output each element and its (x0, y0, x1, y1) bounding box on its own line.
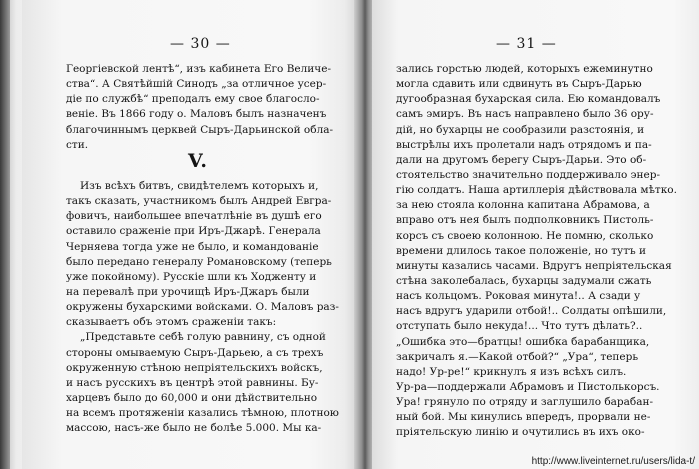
text-line: сти. (66, 138, 89, 151)
text-line: окружены бухарскими войсками. О. Маловъ раз- (66, 301, 339, 314)
text-line: фовичъ, наибольшее впечатлѣніе въ душѣ его (66, 210, 322, 223)
text-line: уже покойному). Русскіе шли къ Ходженту и (66, 270, 317, 283)
text-line: самъ эмиръ. Въ насъ направлено было 36 ору- (396, 108, 654, 121)
text-line: стѣна заколебалась, бухарцы задумали сжать (396, 274, 652, 287)
text-line: сказываетъ объ этомъ сраженіи такъ: (66, 316, 277, 329)
text-line: на всемъ протяженіи казались тѣмною, плотною (66, 407, 339, 420)
text-line: діе по службѣ“ преподалъ ему свое благосло- (66, 93, 320, 106)
text-line: массою, насъ-же было не болѣе 5.000. Мы ка- (66, 422, 322, 435)
text-line: оставило сраженіе при Иръ-Джарѣ. Генерала (66, 225, 321, 238)
text-line: дали на другомъ берегу Сыръ-Дарьи. Это об- (396, 153, 647, 166)
text-line: гію солдатъ. Наша артиллерія дѣйствовала мѣтко. (396, 184, 677, 197)
text-line: могла сдавить или сдвинуть въ Сыръ-Дарью (396, 78, 642, 91)
text-line: корсъ съ своею колонною. Не помню, сколько (396, 229, 654, 242)
text-line: ный бой. Мы кинулись впередъ, прорвали не- (396, 411, 651, 424)
text-line: минуты казались часами. Вдругъ непріятельская (396, 259, 672, 272)
text-line: харцевъ было до 60,000 и они дѣйствительно (66, 391, 318, 404)
text-line: стороны омываемую Сыръ-Дарьею, а съ трехъ (66, 346, 324, 359)
text-line: окруженную стѣною непріятельскихъ войскъ, (66, 361, 323, 374)
text-line: Изъ всѣхъ битвъ, свидѣтелемъ которыхъ и, (80, 180, 319, 192)
text-line: стоятельство значительно поддерживало энер- (396, 168, 661, 181)
text-line: на перевалѣ при урочищѣ Иръ-Джаръ были (66, 285, 310, 298)
text-line: и насъ русскихъ въ центрѣ этой равнины. Бу- (66, 376, 319, 389)
text-line: насъ кольцомъ. Роковая минута!.. А сзади у (396, 290, 641, 303)
text-line: насъ вдругъ ударили отбой!.. Солдаты опѣшили, (396, 305, 667, 318)
text-line: времени длилось такое положеніе, но тутъ и (396, 244, 647, 257)
text-line: Ур-ра—поддержали Абрамовъ и Пистолькорсъ. (396, 380, 660, 393)
text-line: вправо отъ нея былъ подполковникъ Пистоль- (396, 214, 654, 227)
left-text-top (66, 62, 356, 153)
watermark-url: http://www.liveinternet.ru/users/lida-t/ (531, 456, 695, 467)
text-line: веніе. Въ 1866 году о. Маловъ былъ назначенъ (66, 108, 327, 121)
text-line: такъ сказать, участникомъ былъ Андрей Евгра- (66, 195, 332, 208)
text-line: Георгіевской лентѣ“, изъ кабинета Его Величе- (66, 63, 331, 75)
text-line: Черняева тогда уже не было, и командованіе (66, 240, 319, 253)
left-text-bottom (66, 179, 356, 436)
right-page-number: — 31 — (496, 36, 557, 52)
text-line: выстрѣлы ихъ пролетали надъ отрядомъ и па- (396, 138, 652, 151)
text-line: за нею стояла колонна капитана Абрамова, а (396, 199, 650, 212)
text-line: благочиннымъ церквей Сыръ-Дарьинской обла- (66, 123, 334, 136)
text-line: надо! Ур-ре!“ крикнулъ я изъ всѣхъ силъ. (396, 365, 627, 378)
text-line: дугообразная бухарская сила. Ею командовалъ (396, 93, 661, 106)
right-page (372, 0, 699, 469)
left-page-number: — 30 — (170, 36, 231, 52)
right-text (396, 62, 696, 441)
chapter-heading: V. (188, 150, 209, 172)
text-line: пріятельскую линію и очутились въ ихъ око- (396, 426, 645, 439)
text-line: зались горстью людей, которыхъ ежеминутно (396, 63, 653, 75)
text-line: ства“. А Святѣйшій Синодъ „за отличное усер- (66, 78, 327, 91)
book-edge-shadow (0, 0, 10, 469)
text-line: отступать было некуда!... Что тутъ дѣлать?.. (396, 320, 643, 333)
left-page (22, 0, 358, 469)
text-line: „Ошибка это—братцы! ошибка барабанщика, (396, 335, 650, 348)
text-line: было передано генералу Романовскому (теперь (66, 255, 332, 268)
text-line: закричалъ я.—Какой отбой?“ „Ура“, теперь (396, 350, 639, 363)
text-line: дій, но бухарцы не сообразили разстоянія, и (396, 123, 645, 136)
text-line: „Представьте себѣ голую равнину, съ одной (80, 331, 326, 344)
text-line: Ура! грянуло по отряду и заглушило барабан- (396, 396, 654, 409)
